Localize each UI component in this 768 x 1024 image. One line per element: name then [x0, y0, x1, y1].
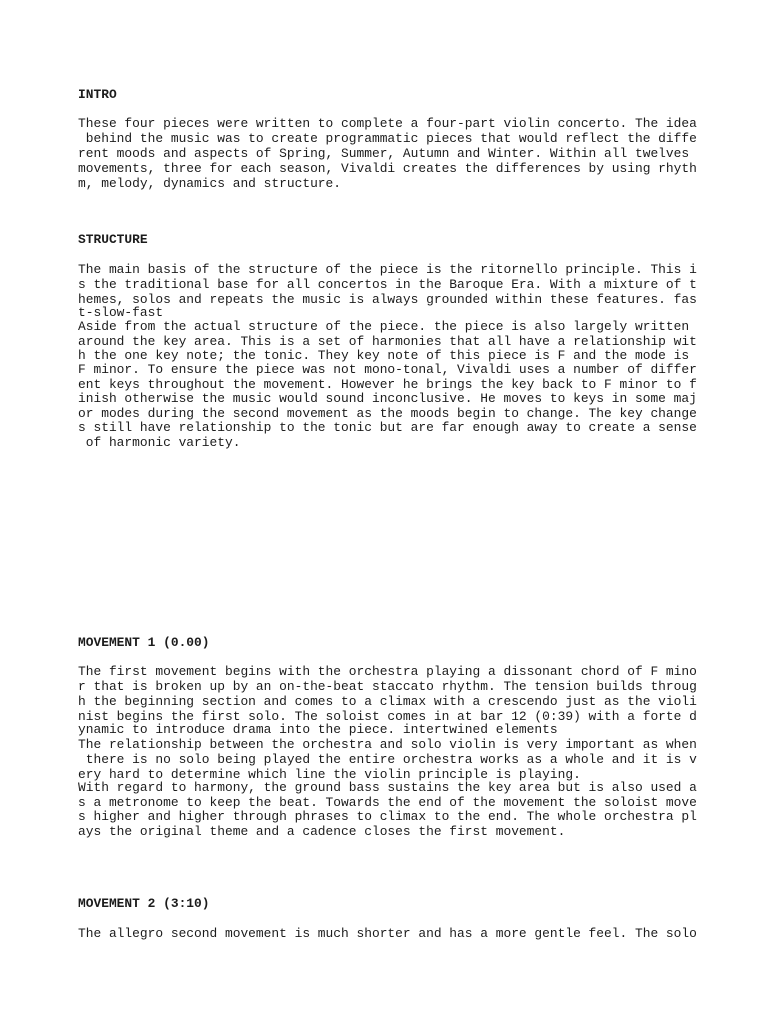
body-text-line: The main basis of the structure of the piece is the ritornello principle. This i — [78, 262, 697, 277]
body-text-line: h the one key note; the tonic. They key note of this piece is F and the mode is — [78, 348, 690, 363]
body-text-line: nist begins the first solo. The soloist comes in at bar 12 (0:39) with a forte d — [78, 709, 697, 724]
section-heading-intro: INTRO — [78, 87, 117, 102]
body-text-line: s a metronome to keep the beat. Towards the end of the movement the soloist move — [78, 795, 697, 810]
body-text-line: behind the music was to create programmatic pieces that would reflect the diffe — [78, 131, 697, 146]
body-text-line: h the beginning section and comes to a climax with a crescendo just as the violi — [78, 694, 697, 709]
body-text-line: s the traditional base for all concertos in the Baroque Era. With a mixture of t — [78, 277, 697, 292]
section-heading-movement-2: MOVEMENT 2 (3:10) — [78, 896, 210, 911]
body-text-line: The relationship between the orchestra and solo violin is very important as when — [78, 737, 697, 752]
body-text-line: movements, three for each season, Vivaldi creates the differences by using rhyth — [78, 161, 697, 176]
section-heading-movement-1: MOVEMENT 1 (0.00) — [78, 635, 210, 650]
body-text-line: F minor. To ensure the piece was not mono-tonal, Vivaldi uses a number of differ — [78, 362, 697, 377]
body-text-line: ent keys throughout the movement. However he brings the key back to F minor to f — [78, 377, 697, 392]
body-text-line: s still have relationship to the tonic but are far enough away to create a sense — [78, 420, 697, 435]
body-text-line: m, melody, dynamics and structure. — [78, 176, 342, 191]
body-text-line: t-slow-fast — [78, 305, 164, 320]
body-text-line: of harmonic variety. — [78, 435, 241, 450]
body-text-line: or modes during the second movement as the moods begin to change. The key change — [78, 406, 697, 421]
body-text-line: r that is broken up by an on-the-beat staccato rhythm. The tension builds throug — [78, 679, 697, 694]
body-text-line: rent moods and aspects of Spring, Summer, Autumn and Winter. Within all twelves — [78, 146, 690, 161]
body-text-line: ery hard to determine which line the violin principle is playing. — [78, 767, 581, 782]
body-text-line: around the key area. This is a set of harmonies that all have a relationship wit — [78, 334, 697, 349]
body-text-line: ynamic to introduce drama into the piece. intertwined elements — [78, 722, 558, 737]
body-text-line: With regard to harmony, the ground bass sustains the key area but is also used a — [78, 780, 697, 795]
body-text-line: ays the original theme and a cadence closes the first movement. — [78, 824, 566, 839]
body-text-line: Aside from the actual structure of the piece. the piece is also largely written — [78, 319, 690, 334]
body-text-line: These four pieces were written to complete a four-part violin concerto. The idea — [78, 116, 697, 131]
body-text-line: s higher and higher through phrases to climax to the end. The whole orchestra pl — [78, 809, 697, 824]
section-heading-structure: STRUCTURE — [78, 232, 148, 247]
body-text-line: The first movement begins with the orchestra playing a dissonant chord of F mino — [78, 664, 697, 679]
body-text-line: there is no solo being played the entire orchestra works as a whole and it is v — [78, 752, 697, 767]
body-text-line: The allegro second movement is much shorter and has a more gentle feel. The solo — [78, 926, 697, 941]
body-text-line: hemes, solos and repeats the music is always grounded within these features. fas — [78, 292, 697, 307]
body-text-line: inish otherwise the music would sound inconclusive. He moves to keys in some maj — [78, 391, 697, 406]
